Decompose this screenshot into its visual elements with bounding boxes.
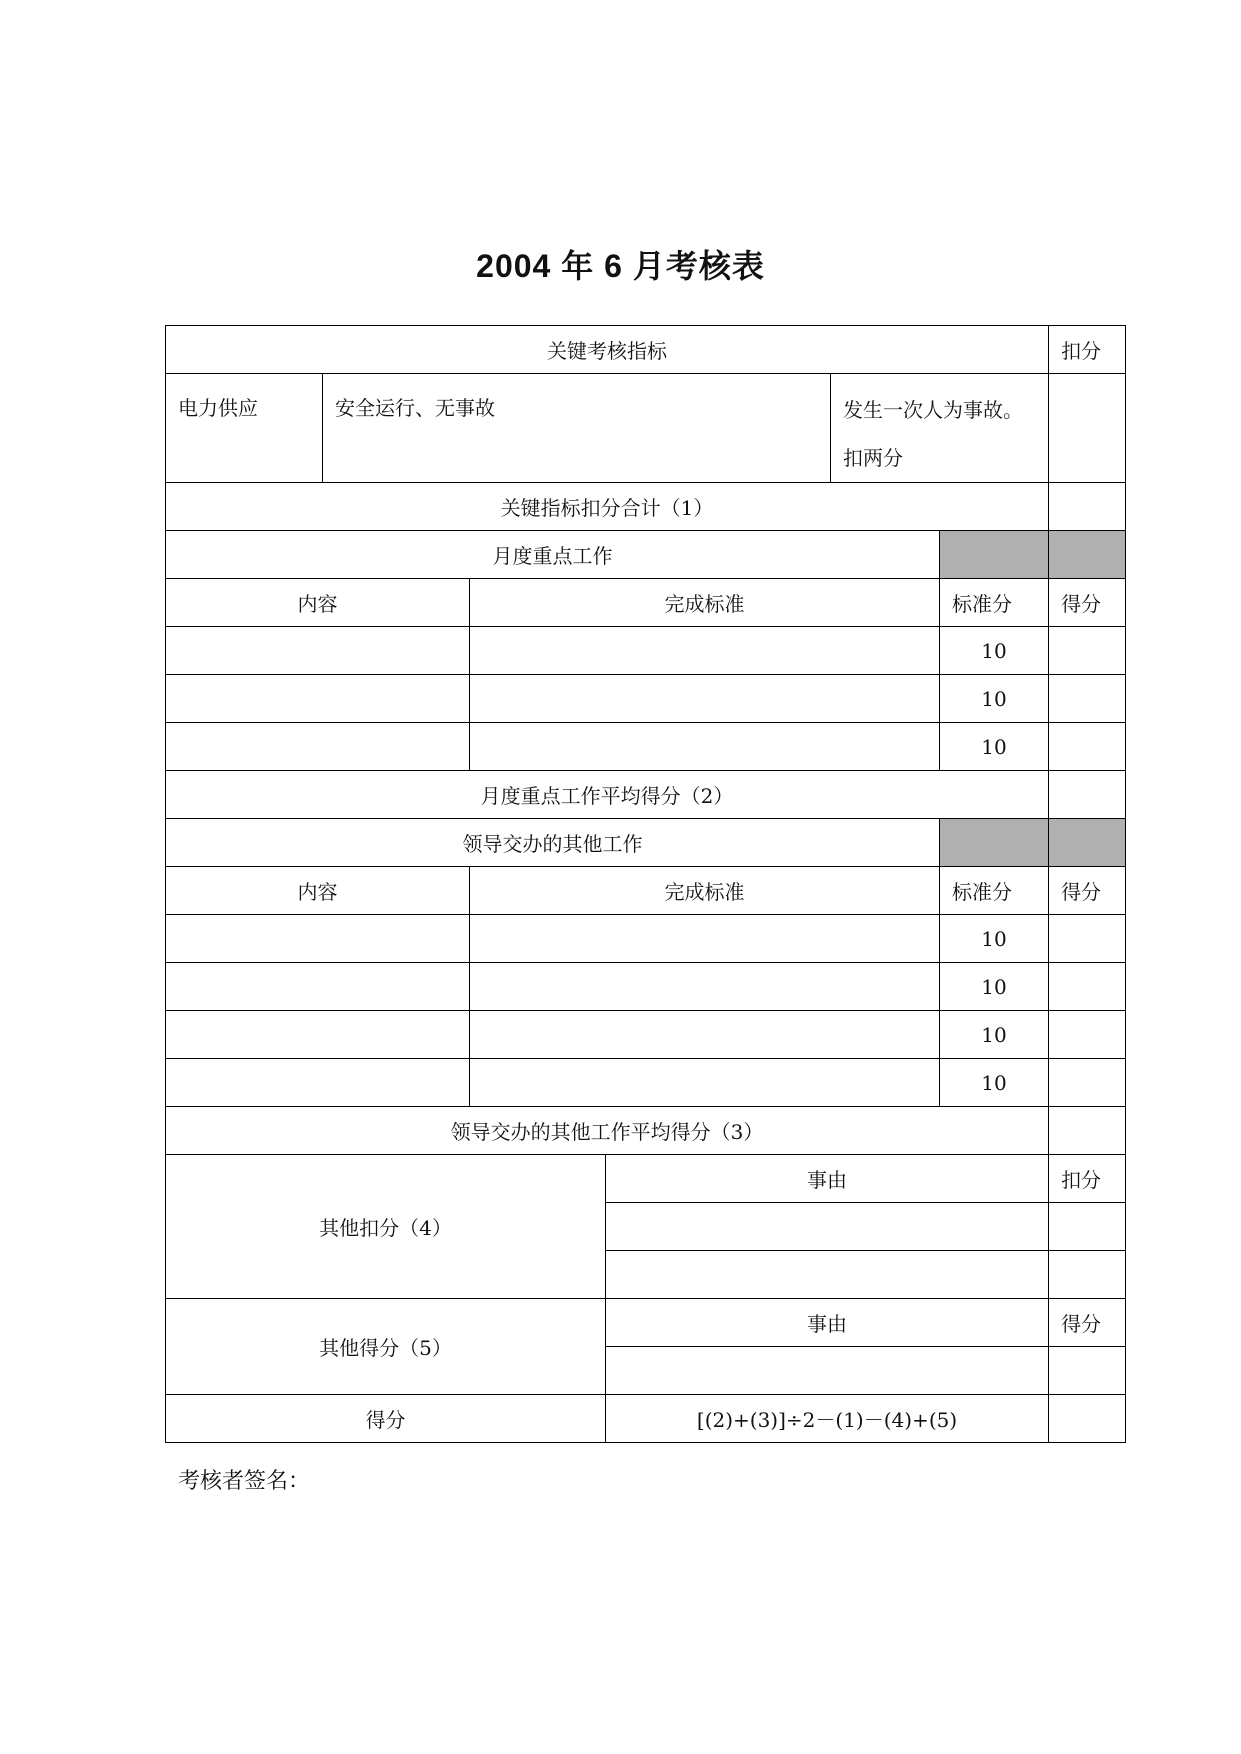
- key-indicators-header: 关键考核指标: [166, 326, 1049, 374]
- shaded-cell: [940, 531, 1049, 579]
- key-indicator-row: [166, 374, 1126, 483]
- deduct-value-cell[interactable]: [1049, 1203, 1126, 1251]
- key-total-label: 关键指标扣分合计（1）: [166, 483, 1049, 531]
- indicator-rule-line1: 发生一次人为事故。: [843, 398, 1023, 422]
- table-row: [166, 723, 1126, 771]
- leader-avg-label: 领导交办的其他工作平均得分（3）: [166, 1107, 1049, 1155]
- std-score-cell: 10: [940, 963, 1049, 1011]
- standard-cell[interactable]: [470, 675, 940, 723]
- other-score-label: 其他得分（5）: [166, 1299, 606, 1395]
- monthly-work-columns-row: [166, 579, 1126, 627]
- score-cell[interactable]: [1049, 627, 1126, 675]
- content-cell[interactable]: [166, 963, 470, 1011]
- indicator-rule-line2: 扣两分: [843, 446, 903, 470]
- deduct-value-cell[interactable]: [1049, 1251, 1126, 1299]
- monthly-work-header-row: [166, 531, 1126, 579]
- content-cell[interactable]: [166, 627, 470, 675]
- other-score-reason-header: 事由: [606, 1299, 1049, 1347]
- table-row: [166, 1059, 1126, 1107]
- score-cell[interactable]: [1049, 963, 1126, 1011]
- final-score-formula: [(2)+(3)]÷2－(1)－(4)+(5): [606, 1395, 1049, 1443]
- monthly-work-header: 月度重点工作: [166, 531, 940, 579]
- content-cell[interactable]: [166, 1059, 470, 1107]
- content-cell[interactable]: [166, 675, 470, 723]
- col-standard: 完成标准: [470, 579, 940, 627]
- table-row: [166, 963, 1126, 1011]
- std-score-cell: 10: [940, 915, 1049, 963]
- std-score-cell: 10: [940, 627, 1049, 675]
- key-total-cell[interactable]: [1049, 483, 1126, 531]
- table-row: [166, 915, 1126, 963]
- final-score-label: 得分: [166, 1395, 606, 1443]
- standard-cell[interactable]: [470, 915, 940, 963]
- score-cell[interactable]: [1049, 915, 1126, 963]
- score-cell[interactable]: [1049, 1059, 1126, 1107]
- col-std-score: 标准分: [940, 579, 1049, 627]
- other-deduct-value-header: 扣分: [1049, 1155, 1126, 1203]
- shaded-cell: [1049, 819, 1126, 867]
- content-cell[interactable]: [166, 1011, 470, 1059]
- col-std-score: 标准分: [940, 867, 1049, 915]
- key-indicators-header-row: [166, 326, 1126, 374]
- other-deduct-reason-header: 事由: [606, 1155, 1049, 1203]
- other-score-header-row: [166, 1299, 1126, 1347]
- reason-cell[interactable]: [606, 1203, 1049, 1251]
- assessment-table: [165, 325, 1126, 1443]
- shaded-cell: [1049, 531, 1126, 579]
- other-deduct-label: 其他扣分（4）: [166, 1155, 606, 1299]
- reason-cell[interactable]: [606, 1347, 1049, 1395]
- content-cell[interactable]: [166, 723, 470, 771]
- std-score-cell: 10: [940, 723, 1049, 771]
- shaded-cell: [940, 819, 1049, 867]
- col-score: 得分: [1049, 867, 1126, 915]
- table-row: [166, 675, 1126, 723]
- standard-cell[interactable]: [470, 963, 940, 1011]
- indicator-item: 安全运行、无事故: [323, 374, 831, 483]
- final-score-row: [166, 1395, 1126, 1443]
- standard-cell[interactable]: [470, 1059, 940, 1107]
- col-score: 得分: [1049, 579, 1126, 627]
- col-content: 内容: [166, 867, 470, 915]
- reason-cell[interactable]: [606, 1251, 1049, 1299]
- score-cell[interactable]: [1049, 1011, 1126, 1059]
- leader-work-columns-row: [166, 867, 1126, 915]
- score-cell[interactable]: [1049, 675, 1126, 723]
- standard-cell[interactable]: [470, 723, 940, 771]
- signature-label: 考核者签名：: [178, 1469, 311, 1494]
- leader-work-header-row: [166, 819, 1126, 867]
- leader-avg-row: [166, 1107, 1126, 1155]
- std-score-cell: 10: [940, 1059, 1049, 1107]
- deduct-header: 扣分: [1049, 326, 1126, 374]
- indicator-rule: [831, 374, 1049, 483]
- standard-cell[interactable]: [470, 627, 940, 675]
- final-score-cell[interactable]: [1049, 1395, 1126, 1443]
- standard-cell[interactable]: [470, 1011, 940, 1059]
- table-row: [166, 627, 1126, 675]
- page-title: 2004 年 6 月考核表: [476, 248, 765, 284]
- monthly-avg-cell[interactable]: [1049, 771, 1126, 819]
- col-content: 内容: [166, 579, 470, 627]
- monthly-avg-label: 月度重点工作平均得分（2）: [166, 771, 1049, 819]
- std-score-cell: 10: [940, 1011, 1049, 1059]
- leader-avg-cell[interactable]: [1049, 1107, 1126, 1155]
- monthly-avg-row: [166, 771, 1126, 819]
- std-score-cell: 10: [940, 675, 1049, 723]
- indicator-category: 电力供应: [166, 374, 323, 483]
- score-cell[interactable]: [1049, 723, 1126, 771]
- content-cell[interactable]: [166, 915, 470, 963]
- key-total-row: [166, 483, 1126, 531]
- col-standard: 完成标准: [470, 867, 940, 915]
- indicator-deduct-cell[interactable]: [1049, 374, 1126, 483]
- table-row: [166, 1011, 1126, 1059]
- other-deduct-header-row: [166, 1155, 1126, 1203]
- leader-work-header: 领导交办的其他工作: [166, 819, 940, 867]
- score-value-cell[interactable]: [1049, 1347, 1126, 1395]
- other-score-value-header: 得分: [1049, 1299, 1126, 1347]
